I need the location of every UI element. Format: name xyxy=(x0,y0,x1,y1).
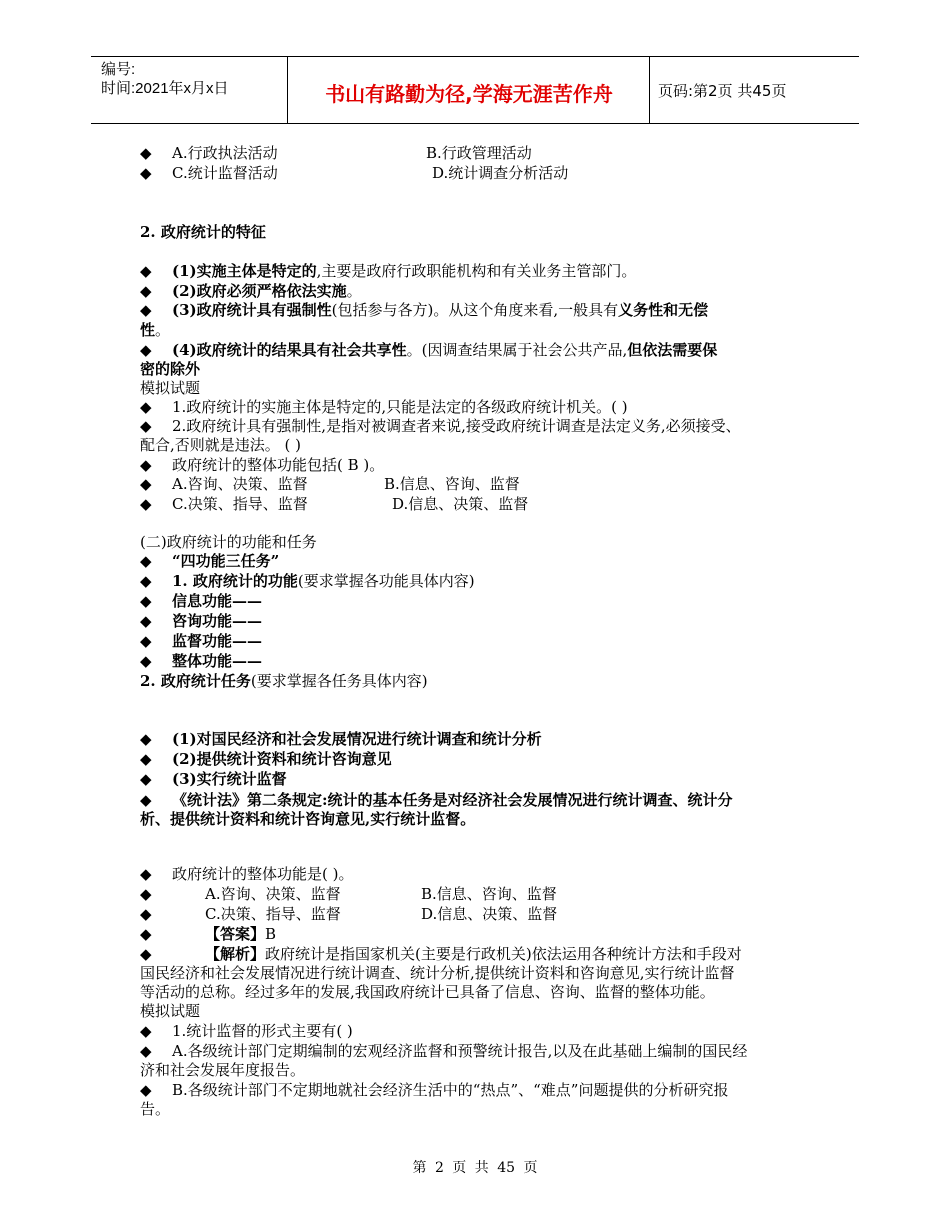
document-time-label: 时间:2021年x月x日 xyxy=(101,80,229,97)
text: 《统计法》第二条规定:统计的基本任务是对经济社会发展情况进行统计调查、统计分 xyxy=(172,791,733,809)
option-line xyxy=(140,884,172,904)
bullet-diamond-icon: ◆ xyxy=(140,262,152,280)
feature-item-continuation xyxy=(140,320,170,340)
bullet-diamond-icon: ◆ xyxy=(140,1081,152,1099)
emphasis: (2)政府必须严格依法实施 xyxy=(172,282,347,300)
text: 咨询功能—— xyxy=(172,612,263,630)
bullet-diamond-icon: ◆ xyxy=(140,632,152,650)
explanation-line xyxy=(140,944,172,964)
bullet-diamond-icon: ◆ xyxy=(140,1042,152,1060)
mock-test-label: 模拟试题 xyxy=(140,379,201,397)
text: (3)实行统计监督 xyxy=(172,770,287,788)
list-item xyxy=(140,591,262,611)
option-line xyxy=(140,143,278,163)
option-a: A.咨询、决策、监督 xyxy=(205,885,341,903)
bullet-diamond-icon: ◆ xyxy=(140,301,152,319)
section-heading xyxy=(140,671,428,691)
text: (2)提供统计资料和统计咨询意见 xyxy=(172,750,392,768)
bullet-diamond-icon: ◆ xyxy=(140,592,152,610)
text: (1)对国民经济和社会发展情况进行统计调查和统计分析 xyxy=(172,730,542,748)
emphasis: (3)政府统计具有强制性 xyxy=(172,301,332,319)
bullet-diamond-icon: ◆ xyxy=(140,1022,152,1040)
option-c: C.决策、指导、监督 xyxy=(172,495,308,513)
list-item xyxy=(140,651,262,671)
bullet-diamond-icon: ◆ xyxy=(140,456,152,474)
question-continuation: 配合,否则就是违法。 ( ) xyxy=(140,436,302,454)
option-a: A.咨询、决策、监督 xyxy=(172,475,308,493)
text: 1.统计监督的形式主要有( ) xyxy=(172,1022,353,1040)
section-heading: 2. 政府统计的特征 xyxy=(140,223,266,241)
bullet-diamond-icon: ◆ xyxy=(140,945,152,963)
bullet-diamond-icon: ◆ xyxy=(140,282,152,300)
option-a: A.行政执法活动 xyxy=(172,144,278,162)
text: B xyxy=(265,925,277,943)
emphasis: 【答案】 xyxy=(205,925,266,943)
feature-item xyxy=(140,340,717,360)
emphasis: (4)政府统计的结果具有社会共享性 xyxy=(172,341,407,359)
header-page-number: 页码:第2页 共45页 xyxy=(658,82,787,100)
text: A.各级统计部门定期编制的宏观经济监督和预警统计报告,以及在此基础上编制的国民经 xyxy=(172,1042,748,1060)
list-item xyxy=(140,790,733,810)
option-line xyxy=(140,904,172,924)
text: B.各级统计部门不定期地就社会经济生活中的“热点”、“难点”问题提供的分析研究报 xyxy=(172,1081,729,1099)
text: 1.政府统计的实施主体是特定的,只能是法定的各级政府统计机关。( ) xyxy=(172,398,628,416)
emphasis: (1)实施主体是特定的 xyxy=(172,262,317,280)
option-line xyxy=(140,1080,728,1100)
bullet-diamond-icon: ◆ xyxy=(140,770,152,788)
text: 政府统计的整体功能是( )。 xyxy=(172,865,354,883)
bullet-diamond-icon: ◆ xyxy=(140,730,152,748)
bullet-diamond-icon: ◆ xyxy=(140,612,152,630)
answer xyxy=(205,924,276,944)
list-item xyxy=(140,729,542,749)
bullet-diamond-icon: ◆ xyxy=(140,495,152,513)
list-item xyxy=(140,631,262,651)
list-item xyxy=(140,571,475,591)
bullet-diamond-icon: ◆ xyxy=(140,925,152,943)
document-code-label: 编号: xyxy=(101,61,136,78)
header-motto: 书山有路勤为径,学海无涯苦作舟 xyxy=(325,82,613,106)
emphasis: 性 xyxy=(140,321,156,339)
question xyxy=(140,416,741,436)
text: 信息功能—— xyxy=(172,592,263,610)
emphasis: 1. 政府统计的功能 xyxy=(172,572,298,590)
emphasis: 义务性和无偿 xyxy=(618,301,709,319)
bullet-diamond-icon: ◆ xyxy=(140,341,152,359)
list-item xyxy=(140,611,262,631)
option-b: B.行政管理活动 xyxy=(426,144,532,162)
text: 。 xyxy=(155,321,171,339)
option-d: D.统计调查分析活动 xyxy=(432,164,569,182)
option-c: C.统计监督活动 xyxy=(172,164,278,182)
emphasis: 但依法需要保 xyxy=(627,341,718,359)
text: ,主要是政府行政职能机构和有关业务主管部门。 xyxy=(316,262,637,280)
text: (要求掌握各功能具体内容) xyxy=(297,572,475,590)
answer-line xyxy=(140,924,172,944)
option-b: B.信息、咨询、监督 xyxy=(384,475,520,493)
option-continuation: 告。 xyxy=(140,1100,171,1118)
list-item xyxy=(140,551,279,571)
option-d: D.信息、决策、监督 xyxy=(421,905,558,923)
option-line xyxy=(140,494,308,514)
mock-test-label: 模拟试题 xyxy=(140,1002,201,1020)
question xyxy=(140,455,384,475)
option-c: C.决策、指导、监督 xyxy=(205,905,341,923)
text: 。 xyxy=(346,282,362,300)
option-continuation: 济和社会发展年度报告。 xyxy=(140,1061,306,1079)
bullet-diamond-icon: ◆ xyxy=(140,885,152,903)
text: 。(因调查结果属于社会公共产品, xyxy=(406,341,628,359)
list-item-continuation: 析、提供统计资料和统计咨询意见,实行统计监督。 xyxy=(140,810,476,828)
text: (要求掌握各任务具体内容) xyxy=(250,672,428,690)
feature-item xyxy=(140,261,636,281)
explanation xyxy=(205,944,742,964)
feature-item xyxy=(140,281,362,301)
text: “四功能三任务” xyxy=(172,552,280,570)
emphasis: 【解析】 xyxy=(205,945,266,963)
feature-item xyxy=(140,300,708,320)
option-line xyxy=(140,1041,747,1061)
bullet-diamond-icon: ◆ xyxy=(140,164,152,182)
bullet-diamond-icon: ◆ xyxy=(140,398,152,416)
bullet-diamond-icon: ◆ xyxy=(140,652,152,670)
text: 政府统计的整体功能包括( B )。 xyxy=(172,456,385,474)
option-b: B.信息、咨询、监督 xyxy=(421,885,557,903)
bullet-diamond-icon: ◆ xyxy=(140,144,152,162)
list-item xyxy=(140,769,287,789)
list-item xyxy=(140,749,392,769)
option-d: D.信息、决策、监督 xyxy=(392,495,529,513)
option-line xyxy=(140,474,308,494)
text: (包括参与各方)。从这个角度来看,一般具有 xyxy=(331,301,619,319)
text: 整体功能—— xyxy=(172,652,263,670)
text: 政府统计是指国家机关(主要是行政机关)依法运用各种统计方法和手段对 xyxy=(265,945,742,963)
question xyxy=(140,397,628,417)
bullet-diamond-icon: ◆ xyxy=(140,572,152,590)
feature-item-continuation: 密的除外 xyxy=(140,360,201,378)
question xyxy=(140,1021,353,1041)
text: 2.政府统计具有强制性,是指对被调查者来说,接受政府统计调查是法定义务,必须接受、 xyxy=(172,417,741,435)
option-line xyxy=(140,163,278,183)
bullet-diamond-icon: ◆ xyxy=(140,552,152,570)
emphasis: 2. 政府统计任务 xyxy=(140,672,251,690)
bullet-diamond-icon: ◆ xyxy=(140,750,152,768)
explanation-continuation: 国民经济和社会发展情况进行统计调查、统计分析,提供统计资料和咨询意见,实行统计监督 xyxy=(140,964,735,982)
bullet-diamond-icon: ◆ xyxy=(140,905,152,923)
bullet-diamond-icon: ◆ xyxy=(140,865,152,883)
text: 监督功能—— xyxy=(172,632,263,650)
page-footer: 第 2 页 共 45 页 xyxy=(412,1160,538,1176)
bullet-diamond-icon: ◆ xyxy=(140,791,152,809)
subsection-heading: (二)政府统计的功能和任务 xyxy=(140,533,317,551)
bullet-diamond-icon: ◆ xyxy=(140,475,152,493)
question xyxy=(140,864,353,884)
explanation-continuation: 等活动的总称。经过多年的发展,我国政府统计已具备了信息、咨询、监督的整体功能。 xyxy=(140,983,715,1001)
bullet-diamond-icon: ◆ xyxy=(140,417,152,435)
